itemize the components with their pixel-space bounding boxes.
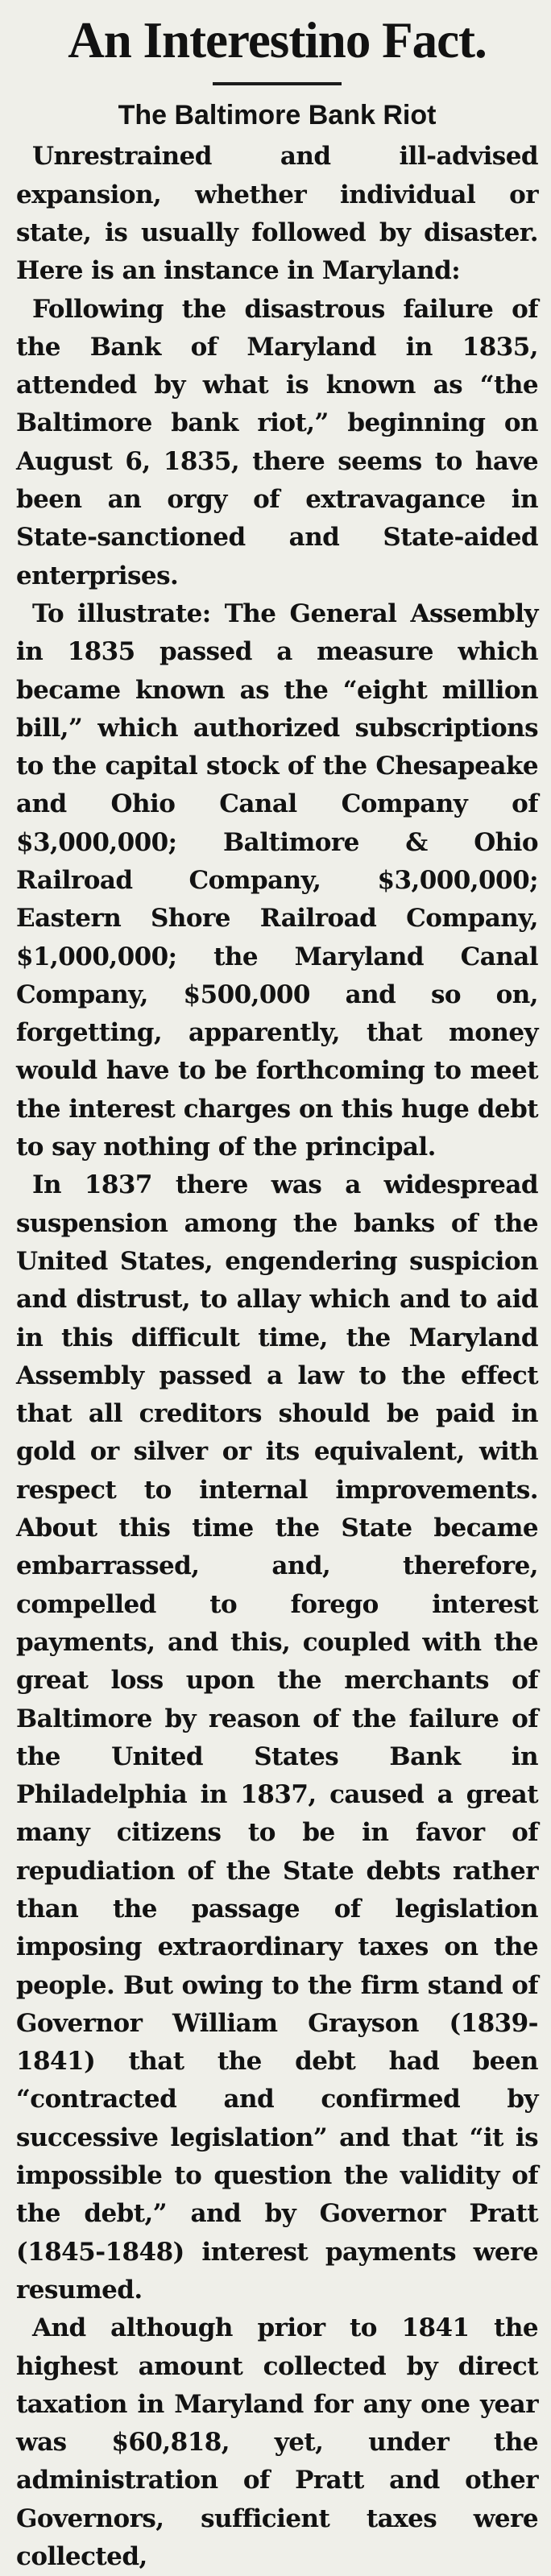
headline-rule <box>213 82 342 85</box>
paragraph-1: Unrestrained and ill-advised expansion, whether individual or state, is usually followed by disaster. Here is an instance in Maryland: <box>16 142 538 286</box>
paragraph-3: To illustrate: The General Assembly in 1835 passed a measure which became known as the “eight million bill,” which authorized subscriptions to the capital stock of the Chesapeake and Ohio Canal Company of $3,000,000; Baltimore & Ohio Railroad Company, $3,000,000; Eastern Shore Railroad Company, $1,000,000; the Maryland Canal Company, $500,000 and so on, forgetting, apparently, that money would have to be forthcoming to meet the interest charges on this huge debt to say nothing of the principal. <box>16 598 538 1162</box>
headline: An Interestino Fact. <box>68 12 487 68</box>
subheading: The Baltimore Bank Riot <box>118 100 437 131</box>
paragraph-2: Following the disastrous failure of the Bank of Maryland in 1835, attended by what is known as “the Baltimore bank riot,” beginning on August 6, 1835, there seems to have been an orgy of extravagance in State-sanctioned and State-aided enterprises. <box>16 294 538 590</box>
paragraph-5: And although prior to 1841 the highest amount collected by direct taxation in Maryland for any one year was $60,818, yet, under the administration of Pratt and other Governors, sufficient taxes were collected, <box>16 2313 538 2572</box>
paragraph-4: In 1837 there was a widespread suspension among the banks of the United States, engendering suspicion and distrust, to allay which and to aid in this difficult time, the Maryland Assembly passed a law to the effect that all creditors should be paid in gold or silver or its equivalent, with respect to internal improvements. About this time the State became embarrassed, and, therefore, compelled to forego interest payments, and this, coupled with the great loss upon the merchants of Baltimore by reason of the failure of the United States Bank in Philadelphia in 1837, caused a great many citizens to be in favor of repudiation of the State debts rather than the passage of legislation imposing extraordinary taxes on the people. But owing to the firm stand of Governor William Grayson (1839-1841) that the debt had been “contracted and confirmed by successive legislation” and that “it is impossible to question the validity of the debt,” and by Governor Pratt (1845-1848) interest payments were resumed. <box>16 1170 538 2305</box>
article-body <box>16 138 538 2576</box>
